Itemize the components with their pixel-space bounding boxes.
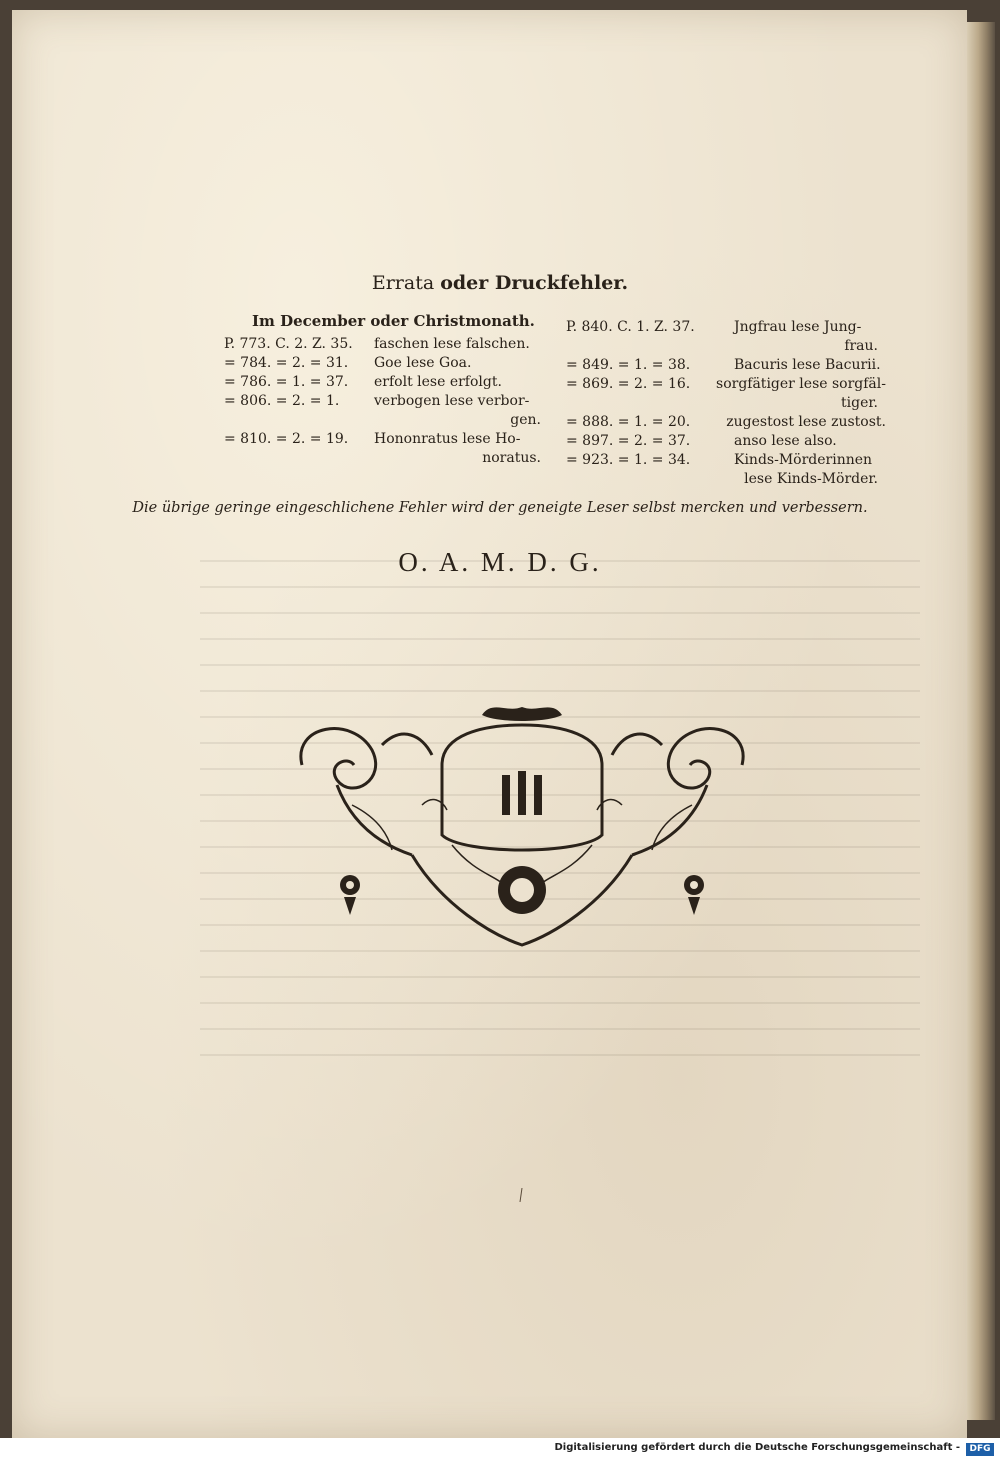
errata-entry xyxy=(566,432,886,451)
page-edge xyxy=(967,22,995,1420)
month-heading: Im December oder Christmonath. xyxy=(252,312,535,330)
errata-title-part2: oder Druckfehler. xyxy=(440,272,629,294)
errata-entry xyxy=(566,375,886,394)
motto: O. A. M. D. G. xyxy=(398,547,602,577)
errata-entry xyxy=(224,354,549,373)
entry-reference: = 784. = 2. = 31. xyxy=(224,355,349,371)
errata-entry xyxy=(224,430,549,449)
entry-correction: verbogen lese verbor- xyxy=(374,393,530,409)
funding-credit: Digitalisierung gefördert durch die Deutsche Forschungsgemeinschaft - xyxy=(554,1442,960,1453)
entry-continuation: tiger. xyxy=(841,395,878,411)
footer-bar xyxy=(0,1438,1000,1462)
errata-note: Die übrige geringe eingeschlichene Fehler wird der geneigte Leser selbst mercken und verbessern. xyxy=(132,500,868,516)
entry-reference: = 849. = 1. = 38. xyxy=(566,357,691,373)
entry-reference: = 888. = 1. = 20. xyxy=(566,414,691,430)
dfg-logo: DFG xyxy=(966,1443,994,1456)
entry-correction: Kinds-Mörderinnen xyxy=(734,452,873,468)
entry-correction: sorgfätiger lese sorgfäl- xyxy=(716,376,886,392)
entry-continuation: lese Kinds-Mörder. xyxy=(744,471,878,487)
entry-continuation: gen. xyxy=(510,412,541,428)
errata-entry xyxy=(224,392,549,411)
entry-reference: P. 840. C. 1. Z. 37. xyxy=(566,319,695,335)
errata-entry xyxy=(566,318,886,337)
errata-title xyxy=(0,272,1000,294)
entry-correction: anso lese also. xyxy=(734,433,837,449)
entry-reference: = 786. = 1. = 37. xyxy=(224,374,349,390)
entry-correction: zugestost lese zustost. xyxy=(726,414,886,430)
entry-correction: Goe lese Goa. xyxy=(374,355,472,371)
entry-reference: = 897. = 2. = 37. xyxy=(566,433,691,449)
entry-reference: = 869. = 2. = 16. xyxy=(566,376,691,392)
entry-continuation: frau. xyxy=(844,338,878,354)
ink-mark xyxy=(519,1188,523,1202)
errata-entry xyxy=(224,373,549,392)
entry-continuation: noratus. xyxy=(482,450,541,466)
entry-correction: Bacuris lese Bacurii. xyxy=(734,357,881,373)
entry-correction: Jngfrau lese Jung- xyxy=(734,319,862,335)
errata-entry xyxy=(566,451,886,470)
errata-entry xyxy=(566,356,886,375)
entry-reference: = 923. = 1. = 34. xyxy=(566,452,691,468)
errata-title-part1: Errata xyxy=(371,272,435,294)
entry-correction: erfolt lese erfolgt. xyxy=(374,374,502,390)
entry-reference: = 810. = 2. = 19. xyxy=(224,431,349,447)
errata-entry xyxy=(566,413,886,432)
entry-reference: = 806. = 2. = 1. xyxy=(224,393,340,409)
entry-correction: faschen lese falschen. xyxy=(374,336,530,352)
entry-correction: Hononratus lese Ho- xyxy=(374,431,521,447)
errata-left-column xyxy=(224,312,549,468)
baroque-vignette-ornament xyxy=(292,705,752,955)
entry-reference: P. 773. C. 2. Z. 35. xyxy=(224,336,353,352)
errata-right-column xyxy=(566,318,886,489)
errata-entry xyxy=(224,335,549,354)
